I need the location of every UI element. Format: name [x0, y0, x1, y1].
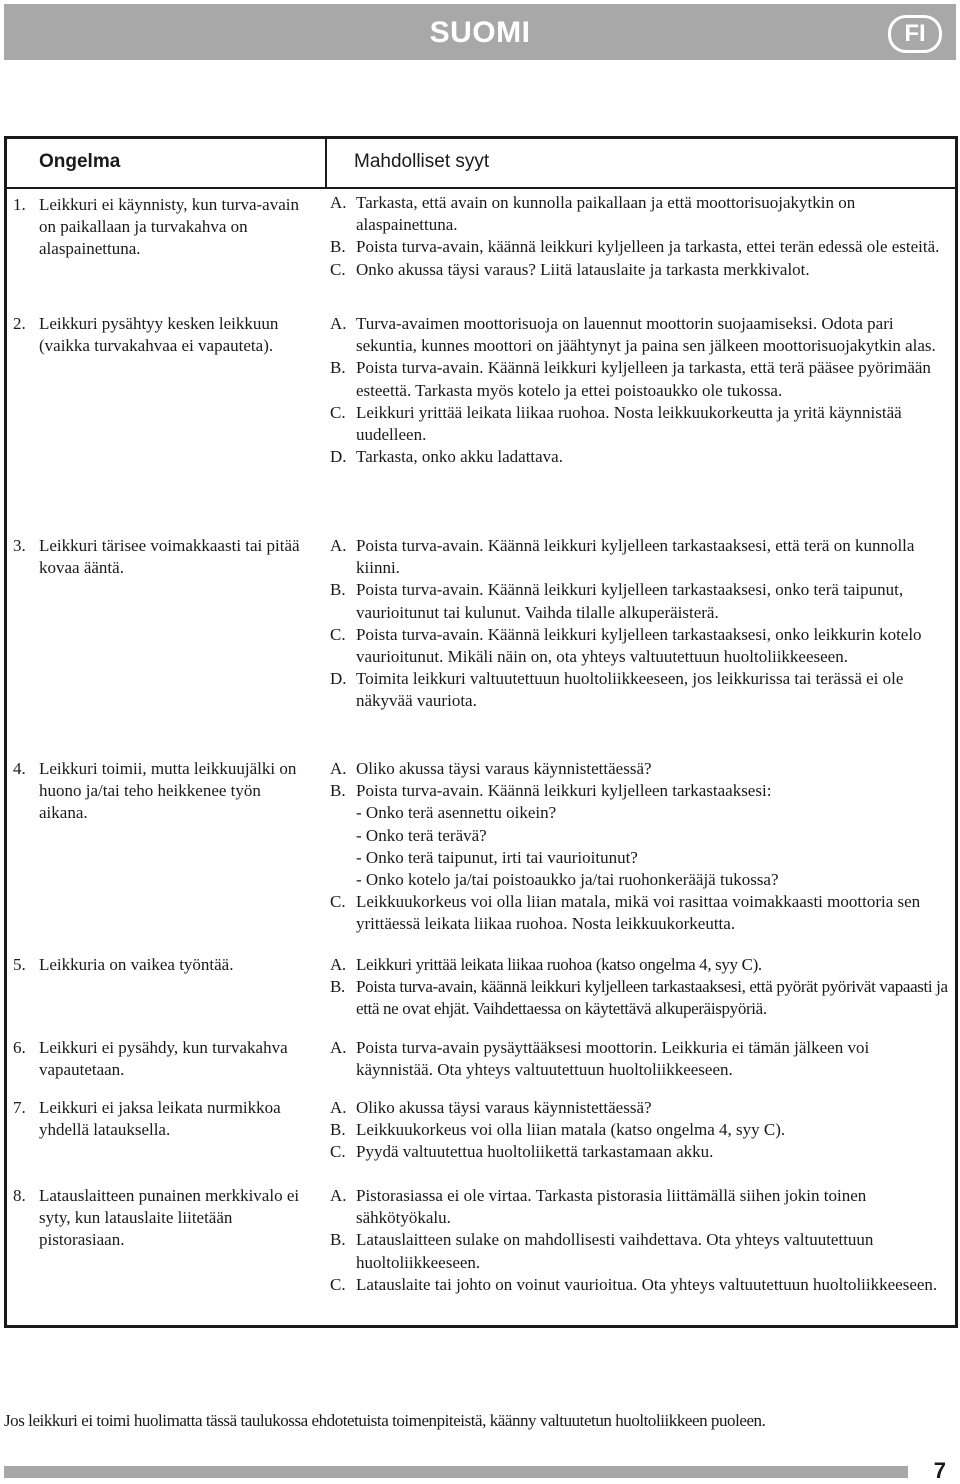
cause-item: [330, 1097, 950, 1119]
cause-text: Tarkasta, onko akku ladattava.: [356, 447, 563, 467]
problem-cell: [13, 1097, 313, 1141]
problem-cell: [13, 194, 313, 260]
problem-text: Leikkuri tärisee voimakkaasti tai pitää kovaa ääntä.: [39, 536, 300, 577]
cause-text: Latauslaitteen sulake on mahdollisesti vaihdettava. Ota yhteys valtuutettuun huoltoliikkeeseen.: [356, 1230, 874, 1272]
column-divider: [325, 139, 327, 187]
cause-letter: C.: [330, 259, 346, 279]
cause-text: Leikkuukorkeus voi olla liian matala (katso ongelma 4, syy C).: [356, 1120, 786, 1140]
problem-number: 3.: [13, 536, 26, 555]
header-divider: [7, 187, 955, 189]
cause-text: Leikkuukorkeus voi olla liian matala, mikä voi rasittaa voimakkaasti moottoria sen yrittäessä leikata liikaa ruohoa. Nosta leikkuukorkeutta.: [356, 892, 921, 934]
problem-text: Leikkuri ei pysähdy, kun turvakahva vapautetaan.: [39, 1038, 288, 1079]
causes-list: [330, 535, 950, 713]
cause-letter: A.: [330, 955, 346, 974]
cause-item: [330, 624, 950, 668]
cause-text: Poista turva-avain. Käännä leikkuri kyljelleen tarkastaaksesi:: [356, 781, 772, 801]
cause-letter: B.: [330, 781, 346, 801]
language-badge: FI: [888, 15, 942, 53]
cause-letter: [330, 825, 356, 847]
causes-list: [330, 1185, 950, 1296]
cause-item: [330, 954, 950, 976]
cause-letter: B.: [330, 977, 345, 997]
page-title: SUOMI: [429, 16, 531, 49]
cause-letter: A.: [330, 314, 347, 333]
cause-item: [330, 1119, 950, 1141]
causes-list: [330, 1097, 950, 1164]
cause-item: [330, 1185, 950, 1229]
cause-item: [330, 869, 950, 891]
cause-item: [330, 535, 950, 579]
problem-cell: [13, 535, 313, 579]
problem-number: 8.: [13, 1186, 26, 1205]
problem-text: Leikkuria on vaikea työntää.: [39, 955, 234, 974]
cause-item: [330, 1141, 950, 1163]
causes-list: [330, 192, 950, 281]
cause-item: [330, 192, 950, 236]
cause-letter: B.: [330, 237, 346, 257]
cause-item: [330, 668, 950, 712]
causes-list: [330, 758, 950, 936]
problem-number: 1.: [13, 195, 26, 214]
cause-letter: D.: [330, 669, 347, 689]
cause-letter: C.: [330, 892, 346, 912]
cause-item: [330, 236, 950, 258]
cause-letter: A.: [330, 1098, 347, 1117]
cause-item: [330, 1037, 950, 1081]
problem-text: Leikkuri ei jaksa leikata nurmikkoa yhdellä latauksella.: [39, 1098, 281, 1139]
cause-text: - Onko terä asennettu oikein?: [356, 803, 557, 823]
header-banner: [4, 4, 956, 60]
cause-letter: C.: [330, 1142, 346, 1162]
cause-text: Pyydä valtuutettua huoltoliikettä tarkastamaan akku.: [356, 1142, 714, 1162]
cause-letter: B.: [330, 1120, 346, 1140]
cause-letter: D.: [330, 447, 347, 467]
cause-item: [330, 579, 950, 623]
problem-text: Leikkuri ei käynnisty, kun turva-avain on paikallaan ja turvakahva on alaspainettuna.: [39, 195, 299, 258]
cause-item: [330, 357, 950, 401]
cause-item: [330, 313, 950, 357]
cause-letter: A.: [330, 759, 347, 778]
cause-item: [330, 758, 950, 780]
cause-text: Turva-avaimen moottorisuoja on lauennut moottorin suojaamiseksi. Odota pari sekuntia, kunnes moottori on jäähtynyt ja paina sen jälkeen moottorisuojakytkin alas.: [356, 314, 936, 356]
cause-letter: C.: [330, 624, 346, 644]
cause-text: Poista turva-avain. Käännä leikkuri kyljelleen tarkastaaksesi, onko leikkurin kotelo vaurioitunut. Mikäli näin on, ota yhteys valtuutettuun huoltoliikkeeseen.: [356, 624, 922, 667]
cause-letter: C.: [330, 1274, 346, 1294]
cause-item: [330, 802, 950, 824]
cause-item: [330, 1229, 950, 1273]
column-header-problem: Ongelma: [39, 151, 121, 172]
causes-list: [330, 1037, 950, 1081]
causes-list: [330, 313, 950, 468]
cause-text: - Onko terä taipunut, irti tai vaurioitunut?: [356, 847, 638, 867]
cause-letter: A.: [330, 193, 347, 212]
problem-number: 7.: [13, 1098, 26, 1117]
cause-text: Oliko akussa täysi varaus käynnistettäessä?: [356, 1098, 652, 1117]
problem-number: 2.: [13, 314, 26, 333]
problem-text: Latauslaitteen punainen merkkivalo ei syty, kun latauslaite liitetään pistorasiaan.: [39, 1186, 300, 1249]
cause-text: Oliko akussa täysi varaus käynnistettäessä?: [356, 759, 652, 778]
footer-bar: [4, 1466, 908, 1478]
cause-text: - Onko kotelo ja/tai poistoaukko ja/tai ruohonkerääjä tukossa?: [356, 870, 779, 890]
cause-item: [330, 446, 950, 468]
cause-letter: [330, 847, 356, 869]
cause-item: [330, 259, 950, 281]
cause-text: - Onko terä terävä?: [356, 825, 487, 845]
page-number: 7: [933, 1458, 946, 1483]
cause-letter: C.: [330, 402, 346, 422]
problem-cell: [13, 954, 313, 976]
cause-text: Tarkasta, että avain on kunnolla paikallaan ja että moottorisuojakytkin on alaspainettuna.: [356, 193, 856, 235]
cause-item: [330, 847, 950, 869]
cause-text: Poista turva-avain pysäyttääksesi moottorin. Leikkuria ei tämän jälkeen voi käynnistää. Ota yhteys valtuutettuun huoltoliikkeeseen.: [356, 1038, 870, 1080]
cause-item: [330, 976, 950, 1020]
cause-letter: [330, 869, 356, 891]
cause-text: Poista turva-avain, käännä leikkuri kyljelleen ja tarkasta, ettei terän edessä ole esteitä.: [356, 237, 940, 257]
cause-text: Leikkuri yrittää leikata liikaa ruohoa (katso ongelma 4, syy C).: [356, 955, 762, 974]
column-header-causes: Mahdolliset syyt: [354, 151, 490, 172]
cause-text: Poista turva-avain. Käännä leikkuri kyljelleen ja tarkasta, että terä pääsee pyörimään esteettä. Tarkasta myös kotelo ja ettei poistoaukko ole tukossa.: [356, 358, 931, 400]
cause-text: Pistorasiassa ei ole virtaa. Tarkasta pistorasia liittämällä siihen jokin toinen sähkötyökalu.: [356, 1186, 867, 1228]
problem-number: 5.: [13, 955, 26, 974]
problem-number: 4.: [13, 759, 26, 778]
cause-item: [330, 891, 950, 935]
problem-text: Leikkuri pysähtyy kesken leikkuun (vaikka turvakahvaa ei vapauteta).: [39, 314, 279, 355]
cause-letter: B.: [330, 580, 346, 600]
problem-cell: [13, 1037, 313, 1081]
cause-text: Leikkuri yrittää leikata liikaa ruohoa. Nosta leikkuukorkeutta ja yritä käynnistää uudelleen.: [356, 402, 902, 445]
cause-text: Latauslaite tai johto on voinut vaurioitua. Ota yhteys valtuutettuun huoltoliikkeeseen.: [356, 1274, 938, 1294]
cause-letter: A.: [330, 536, 347, 555]
cause-item: [330, 1274, 950, 1296]
cause-letter: B.: [330, 1230, 346, 1250]
causes-list: [330, 954, 950, 1021]
problem-number: 6.: [13, 1038, 26, 1057]
problem-cell: [13, 758, 313, 824]
problem-cell: [13, 313, 313, 357]
footnote: Jos leikkuri ei toimi huolimatta tässä taulukossa ehdotetuista toimenpiteistä, käänny valtuutetun huoltoliikkeen puoleen.: [4, 1411, 766, 1430]
cause-item: [330, 825, 950, 847]
problem-text: Leikkuri toimii, mutta leikkuujälki on huono ja/tai teho heikkenee työn aikana.: [39, 759, 297, 822]
cause-letter: A.: [330, 1038, 347, 1057]
cause-letter: [330, 802, 356, 824]
problem-cell: [13, 1185, 313, 1251]
cause-text: Onko akussa täysi varaus? Liitä latauslaite ja tarkasta merkkivalot.: [356, 259, 810, 279]
cause-text: Poista turva-avain. Käännä leikkuri kyljelleen tarkastaaksesi, että terä on kunnolla kiinni.: [356, 536, 915, 578]
cause-letter: A.: [330, 1186, 347, 1205]
cause-letter: B.: [330, 358, 346, 378]
cause-text: Toimita leikkuri valtuutettuun huoltoliikkeeseen, jos leikkurissa tai terässä ei ole näkyvää vauriota.: [356, 669, 904, 711]
cause-text: Poista turva-avain, käännä leikkuri kyljelleen tarkastaaksesi, että pyörät pyörivät vapaasti ja että ne ovat ehjät. Vaihdettaessa on käytettävä alkuperäispyöriä.: [356, 977, 948, 1019]
troubleshooting-table: [4, 136, 958, 1328]
cause-text: Poista turva-avain. Käännä leikkuri kyljelleen tarkastaaksesi, onko terä taipunut, vaurioitunut tai kulunut. Vaihda tilalle alkuperäisterä.: [356, 580, 904, 622]
cause-item: [330, 402, 950, 446]
cause-item: [330, 780, 950, 802]
